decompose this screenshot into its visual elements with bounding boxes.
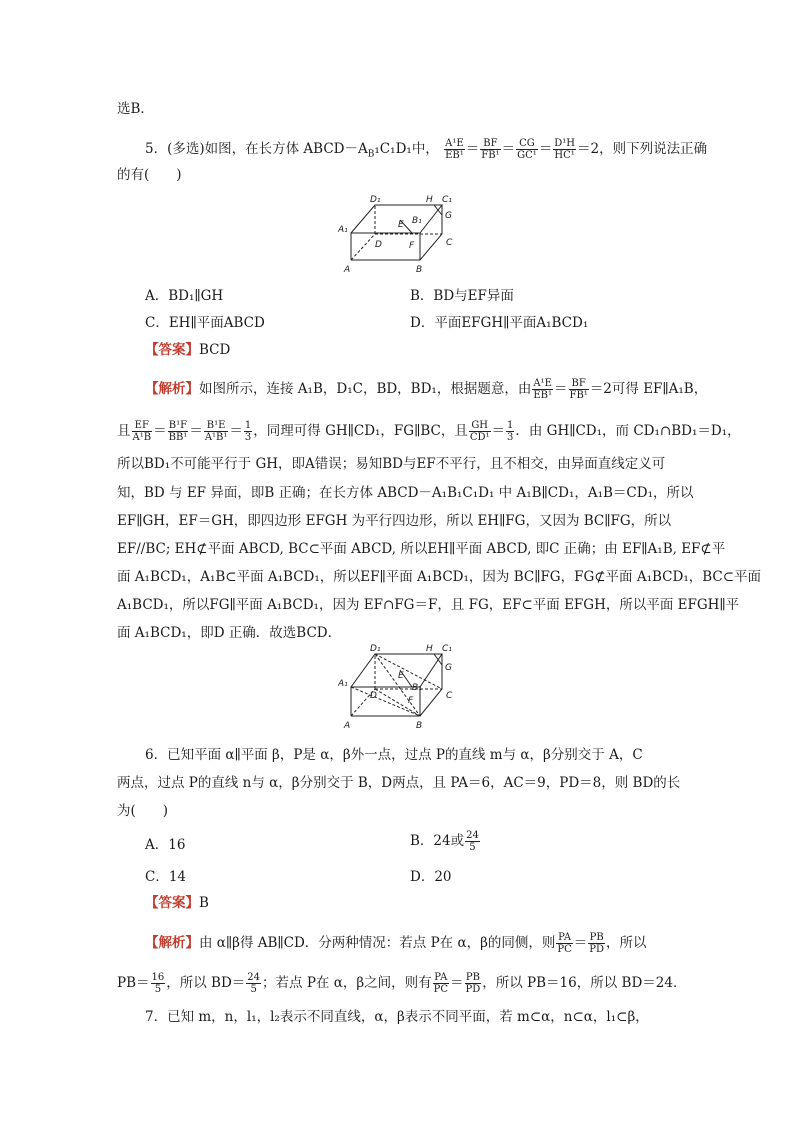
q5-frac-4: $\frac{\text{D¹H}}{\text{HC¹}}$ xyxy=(554,138,575,161)
fig1-label-H: H xyxy=(426,195,433,205)
cuboid-figure-1 xyxy=(338,190,464,280)
q6-stem-line1: 6．已知平面 α∥平面 β，P是 α，β外一点，过点 P的直线 m与 α，β分别交于 A，C xyxy=(145,747,643,763)
fig2-label-B: B xyxy=(416,721,423,730)
q6-stem-line2: 两点，过点 P的直线 n与 α，β分别交于 B，D两点，且 PA＝6，AC＝9，PD＝8，则 BD的长 xyxy=(117,775,681,791)
q6-answer: 【答案】B xyxy=(145,895,209,911)
q5-solution-line7: 面 A₁BCD₁，A₁B⊂平面 A₁BCD₁，所以EF∥平面 A₁BCD₁，因为 BC∥FG，FG⊄平面 A₁BCD₁，BC⊂平面 xyxy=(117,569,762,585)
q6-solution-line1: 【解析】由 α∥β得 AB∥CD．分两种情况：若点 P在 α，β的同侧，则 $\frac{PA}{PC}$ ＝ $\frac{PB}{PD}$ ，所以 xyxy=(145,932,647,955)
q6-option-d: D．20 xyxy=(410,869,452,885)
q6-option-b: B．24或 $\frac{24}{5}$ xyxy=(410,830,479,853)
fig1-label-A: A xyxy=(344,265,351,275)
fig2-label-A1: A₁ xyxy=(338,679,348,689)
q6-solution-line2: PB＝ $\frac{16}{5}$ ，所以 BD＝ $\frac{24}{5}$ ；若点 P在 α，β之间，则有 $\frac{PA}{PC}$ ＝ $\frac{PB}{PD}$ ，所以 PB＝16，所以 BD＝24． xyxy=(117,972,687,995)
q5-option-c: C．EH∥平面ABCD xyxy=(145,315,265,331)
fig1-label-E: E xyxy=(398,220,404,230)
prev-answer-line: 选B． xyxy=(117,101,154,117)
q5-stem-line1: 5．(多选)如图，在长方体 $ABCD-A_B_1C_1D_1$中， $\frac{\text{A¹E}}{\text{EB¹}}$ ＝ $\frac{BF}{\text{FB¹}}$ ＝ $\frac{CG}{\text{GC¹}}$ ＝ $\frac{\text{D¹H}}{\text{HC¹}}$ ＝2，则下列说法正确 xyxy=(145,138,708,161)
fig2-label-C1: C₁ xyxy=(442,644,452,654)
fig2-label-E: E xyxy=(398,671,404,681)
fig2-label-B1: B₁ xyxy=(412,683,422,693)
fig1-label-D1: D₁ xyxy=(370,195,381,205)
q5-solution-line9: 面 A₁BCD₁，即D 正确．故选BCD． xyxy=(117,625,342,641)
fig1-label-B: B xyxy=(416,265,423,275)
fig2-label-C: C xyxy=(446,691,453,701)
q5-option-a: A．BD₁∥GH xyxy=(145,288,224,304)
fig1-label-F: F xyxy=(409,241,415,251)
q6-option-a: A．16 xyxy=(145,837,186,853)
q5-frac-3: $\frac{CG}{\text{GC¹}}$ xyxy=(517,138,537,161)
q7-stem-line1: 7．已知 m，n，l₁，l₂表示不同直线，α，β表示不同平面，若 m⊂α，n⊂α，l₁⊂β， xyxy=(145,1009,649,1025)
fig2-label-D: D xyxy=(370,691,377,701)
q5-solution-line2: 且 $\frac{EF}{\text{A¹B}}$ ＝ $\frac{\text{B¹F}}{\text{BB¹}}$ ＝ $\frac{\text{B¹E}}{\text{A¹B¹}}$ ＝ $\frac{1}{3}$ ，同理可得 GH∥CD₁，FG∥BC，且 $\frac{GH}{\text{CD¹}}$ ＝ $\frac{1}{3}$ ．由 GH∥CD₁，而 CD₁∩BD₁＝D₁， xyxy=(117,420,741,443)
q5-solution-line5: EF∥GH，EF＝GH，即四边形 EFGH 为平行四边形，所以 EH∥FG，又因为 BC∥FG，所以 xyxy=(117,513,672,529)
q6-stem-line3: 为( ) xyxy=(117,803,169,819)
q5-frac-2: $\frac{BF}{\text{FB¹}}$ xyxy=(481,138,500,161)
fig2-label-F: F xyxy=(408,696,414,706)
q5-solution-line1: 【解析】如图所示，连接 A₁B，D₁C，BD，BD₁，根据题意，由 $\frac{\text{A¹E}}{\text{EB¹}}$ ＝ $\frac{BF}{\text{FB¹}}$ ＝2可得 EF∥A₁B， xyxy=(145,378,708,401)
q5-solution-line6: EF//BC; EH⊄平面 ABCD, BC⊂平面 ABCD, 所以EH∥平面 ABCD, 即C 正确；由 EF∥A₁B, EF⊄平 xyxy=(117,541,726,557)
q6-option-c: C．14 xyxy=(145,869,187,885)
fig2-label-A: A xyxy=(344,721,351,730)
fig1-label-D: D xyxy=(375,240,382,250)
q5-solution-line8: A₁BCD₁，所以FG∥平面 A₁BCD₁，因为 EF∩FG＝F，且 FG，EF⊂平面 EFGH，所以平面 EFGH∥平 xyxy=(117,597,740,613)
cuboid-figure-2 xyxy=(338,640,464,730)
q5-option-d: D．平面EFGH∥平面A₁BCD₁ xyxy=(410,315,589,331)
q5-solution-line3: 所以BD₁不可能平行于 GH，即A错误；易知BD与EF不平行，且不相交，由异面直线定义可 xyxy=(117,456,666,472)
fig2-label-D1: D₁ xyxy=(370,644,381,654)
fig1-label-C1: C₁ xyxy=(442,195,452,205)
q5-option-b: B．BD与EF异面 xyxy=(410,288,514,304)
fig2-label-G: G xyxy=(445,663,452,673)
fig1-label-G: G xyxy=(445,211,452,221)
q5-stem-line2: 的有( ) xyxy=(117,167,182,183)
fig1-label-A1: A₁ xyxy=(338,225,348,235)
q5-frac-1: $\frac{\text{A¹E}}{\text{EB¹}}$ xyxy=(445,138,464,161)
q5-answer: 【答案】BCD xyxy=(145,342,231,358)
fig1-label-B1: B₁ xyxy=(412,216,422,226)
q5-solution-line4: 知，BD 与 EF 异面，即B 正确；在长方体 ABCD－A₁B₁C₁D₁ 中 A₁B∥CD₁，A₁B＝CD₁，所以 xyxy=(117,485,694,501)
fig2-label-H: H xyxy=(426,644,433,654)
fig1-label-C: C xyxy=(446,238,453,248)
